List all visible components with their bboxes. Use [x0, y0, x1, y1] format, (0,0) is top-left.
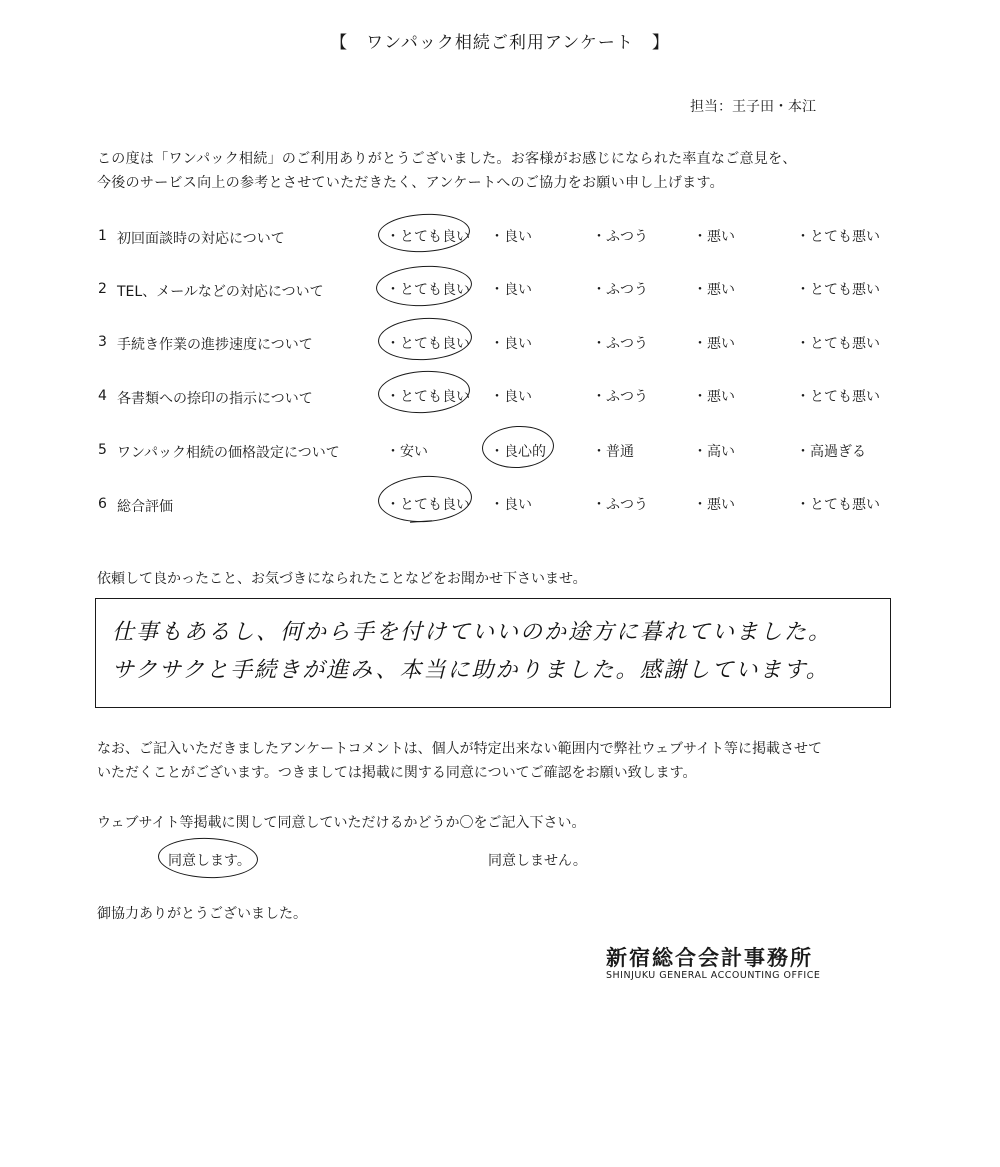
comment-box [95, 598, 891, 708]
consent-prompt: ウェブサイト等掲載に関して同意していただけるかどうか〇をご記入下さい。 [97, 815, 586, 831]
selection-circle [377, 212, 471, 255]
question-number: 1 [98, 228, 107, 244]
rating-option[interactable]: ・とても悪い [796, 497, 880, 513]
publish-note-line-1: なお、ご記入いただきましたアンケートコメントは、個人が特定出来ない範囲内で弊社ウェブサイト等に掲載させて [97, 741, 823, 757]
rating-option[interactable]: ・とても悪い [796, 229, 880, 245]
rating-option[interactable]: ・悪い [693, 497, 735, 513]
question-number: 3 [98, 334, 107, 350]
rating-option[interactable]: ・とても悪い [796, 282, 880, 298]
rating-option[interactable]: ・ふつう [592, 282, 648, 298]
rating-option[interactable]: ・ふつう [592, 389, 648, 405]
question-text: ワンパック相続の価格設定について [117, 445, 340, 461]
rating-option[interactable]: ・良い [490, 229, 532, 245]
selection-circle [157, 836, 258, 879]
rating-option[interactable]: ・悪い [693, 336, 735, 352]
rating-option[interactable]: ・とても悪い [796, 336, 880, 352]
selection-circle [377, 369, 471, 416]
question-text: TEL、メールなどの対応について [117, 284, 324, 300]
survey-title: 【 ワンパック相続ご利用アンケート 】 [330, 33, 670, 53]
rating-option[interactable]: ・良い [490, 336, 532, 352]
comment-prompt: 依頼して良かったこと、お気づきになられたことなどをお聞かせ下さいませ。 [97, 571, 587, 587]
consent-disagree-option[interactable]: 同意しません。 [488, 853, 587, 869]
rating-option[interactable]: ・良い [490, 282, 532, 298]
rating-option[interactable]: ・とても良い [386, 497, 470, 513]
selection-circle [377, 474, 473, 525]
question-text: 初回面談時の対応について [117, 231, 285, 247]
question-number: 2 [98, 281, 107, 297]
question-number: 6 [98, 496, 107, 512]
rating-option[interactable]: ・ふつう [592, 229, 648, 245]
office-name: 新宿総合会計事務所 [606, 945, 813, 970]
selection-circle [377, 316, 473, 363]
rating-option[interactable]: ・とても良い [386, 229, 470, 245]
staff-names: 担当：王子田・本江 [690, 99, 816, 115]
rating-option[interactable]: ・とても良い [386, 282, 470, 298]
question-number: 5 [98, 442, 107, 458]
rating-option[interactable]: ・ふつう [592, 336, 648, 352]
rating-option[interactable]: ・良心的 [490, 444, 546, 460]
question-number: 4 [98, 388, 107, 404]
rating-option[interactable]: ・悪い [693, 389, 735, 405]
handwritten-comment-line-2: サクサクと手続きが進み、本当に助かりました。感謝しています。 [112, 658, 830, 683]
rating-option[interactable]: ・安い [386, 444, 428, 460]
intro-line-1: この度は「ワンパック相続」のご利用ありがとうございました。お客様がお感じになられた率直なご意見を、 [97, 151, 797, 167]
question-text: 総合評価 [117, 499, 173, 515]
consent-agree-option[interactable]: 同意します。 [168, 853, 251, 869]
handwritten-comment-line-1: 仕事もあるし、何から手を付けていいのか途方に暮れていました。 [112, 620, 833, 645]
rating-option[interactable]: ・良い [490, 497, 532, 513]
question-text: 各書類への捺印の指示について [117, 391, 313, 407]
rating-option[interactable]: ・ふつう [592, 497, 648, 513]
rating-option[interactable]: ・高い [693, 444, 735, 460]
selection-circle [481, 424, 555, 470]
rating-option[interactable]: ・とても悪い [796, 389, 880, 405]
intro-line-2: 今後のサービス向上の参考とさせていただきたく、アンケートへのご協力をお願い申し上げます。 [97, 175, 724, 191]
office-name-english: SHINJUKU GENERAL ACCOUNTING OFFICE [606, 970, 821, 981]
rating-option[interactable]: ・とても良い [386, 389, 470, 405]
rating-option[interactable]: ・高過ぎる [796, 444, 866, 460]
rating-option[interactable]: ・悪い [693, 229, 735, 245]
thanks-text: 御協力ありがとうございました。 [97, 906, 307, 922]
question-text: 手続き作業の進捗速度について [117, 337, 313, 353]
selection-circle [375, 264, 473, 309]
rating-option[interactable]: ・良い [490, 389, 532, 405]
publish-note-line-2: いただくことがございます。つきましては掲載に関する同意についてご確認をお願い致します。 [97, 765, 697, 781]
rating-option[interactable]: ・悪い [693, 282, 735, 298]
rating-option[interactable]: ・とても良い [386, 336, 470, 352]
rating-option[interactable]: ・普通 [592, 444, 634, 460]
